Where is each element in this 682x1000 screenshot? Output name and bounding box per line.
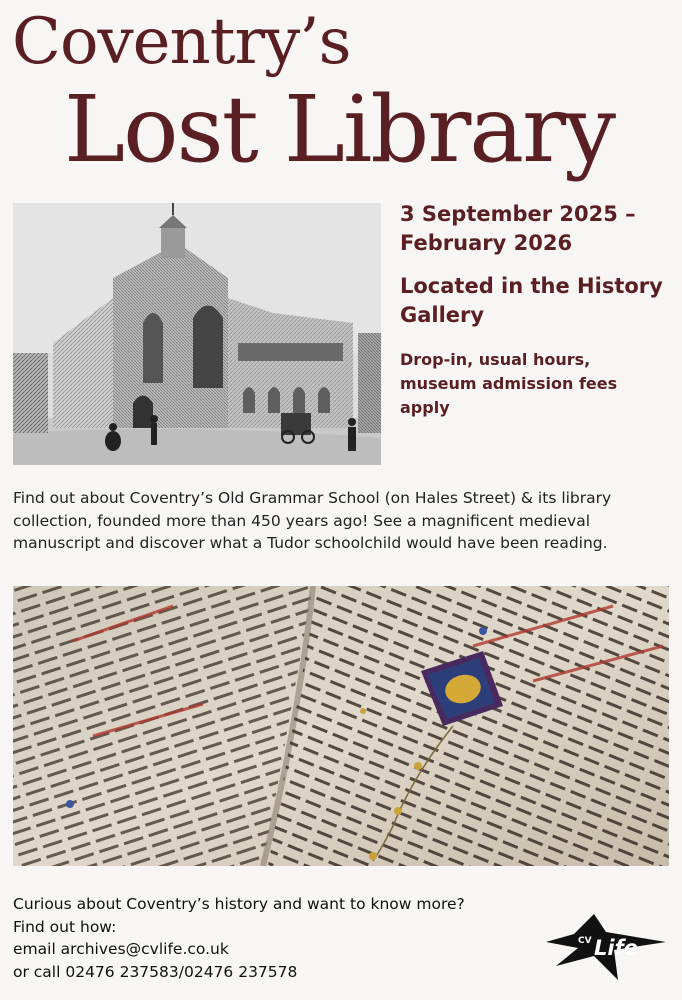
event-admission: Drop-in, usual hours, museum admission fees apply xyxy=(400,350,618,417)
contact-prompt: Curious about Coventry’s history and want to know more? xyxy=(13,895,465,913)
contact-phone[interactable]: or call 02476 237583/02476 237578 xyxy=(13,962,298,981)
page-title-line1: Coventry’s xyxy=(12,5,351,79)
contact-email[interactable]: email archives@cvlife.co.uk xyxy=(13,940,229,958)
exhibition-description: Find out about Coventry’s Old Grammar School (on Hales Street) & its library collection, founded more than 450 years ago! See a magnificent medieval manuscript and discover what a Tudor schoolchild would have been reading. xyxy=(13,489,612,552)
logo-small-text: CV xyxy=(578,936,592,946)
contact-block xyxy=(13,893,533,983)
event-dates: 3 September 2025 – February 2026 xyxy=(400,202,636,255)
medieval-manuscript-photo xyxy=(13,586,669,866)
page-title-line2: Lost Library xyxy=(64,76,615,183)
event-location: Located in the History Gallery xyxy=(400,274,663,327)
contact-find-out: Find out how: xyxy=(13,917,117,936)
event-info xyxy=(400,200,670,420)
logo-main-text: Life xyxy=(594,936,638,960)
cvlife-logo xyxy=(544,912,668,982)
old-grammar-school-etching xyxy=(13,203,381,465)
